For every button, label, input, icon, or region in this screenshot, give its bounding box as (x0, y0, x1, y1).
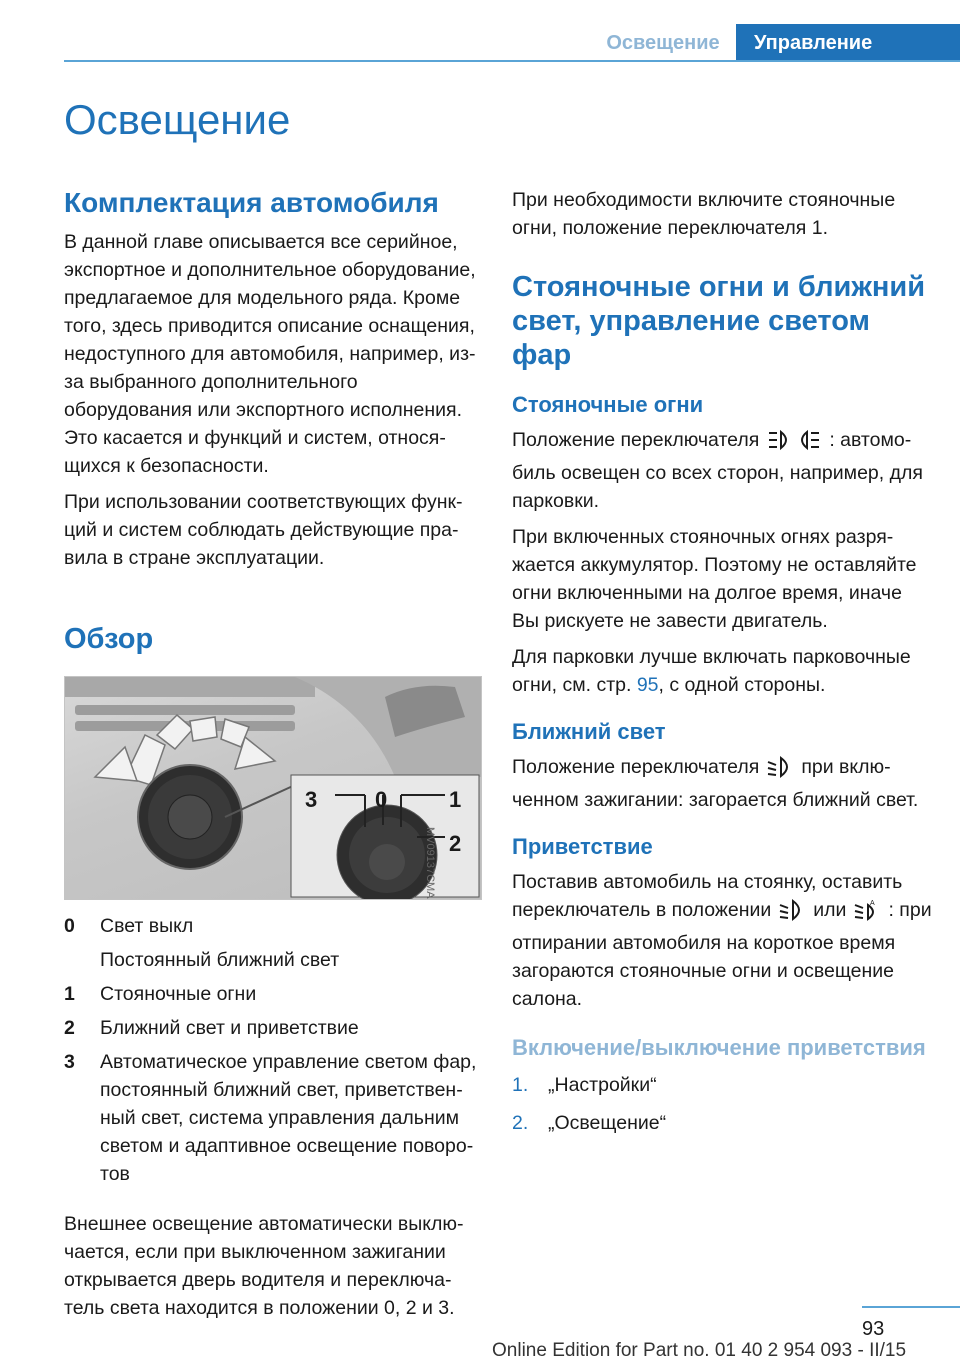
equipment-paragraph-2: При использовании соответствующих функций и систем соблюдать действующие правила в стране эксплуатации. (64, 491, 463, 569)
equipment-paragraph-1: В данной главе описывается все серийное, экспортное и дополнительное оборудование, предлагаемое для модельного ряда. Кроме того, здесь приводится описание оснащения, недоступного для автомобиля, например, из-за выбранного дополнительного оборудования или экспортного исполнения. Это касается и функций и систем, относящихся к безопасности. (64, 231, 476, 477)
callout-0: 0 (375, 787, 388, 812)
callout-2: 2 (449, 831, 462, 856)
intro-paragraph: При необходимости включите стояночные огни, положение переключателя 1. (512, 189, 896, 239)
parking-lowbeam-heading: Стояночные огни и ближний свет, управление светом фар (512, 271, 926, 371)
welcome-toggle-heading: Включение/выключение приветствия (512, 1035, 926, 1060)
legend-text: Автоматическое управление светом фар, постоянный ближний свет, приветственный свет, система управления дальним светом и адаптивное освещение поворотов (100, 1051, 477, 1185)
low-beam-heading: Ближний свет (512, 719, 666, 744)
legend-row (64, 946, 484, 974)
page-link[interactable]: 95 (636, 674, 659, 696)
legend-text: Свет выкл (100, 915, 194, 937)
right-column (512, 186, 932, 1137)
overview-heading: Обзор (64, 623, 154, 655)
welcome-or: или (813, 899, 847, 921)
parking-p1-start: Положение переключателя (512, 429, 760, 451)
list-item (512, 1109, 932, 1137)
legend-num: 3 (64, 1051, 75, 1073)
exterior-lights-paragraph: Внешнее освещение автоматически выключается, если при выключенном зажигании открывается дверь водителя и переключатель света находится в положении 0, 2 и 3. (64, 1213, 464, 1319)
callout-3: 3 (305, 787, 318, 812)
header-section-tab[interactable]: Освещение (606, 32, 720, 54)
parking-lights-heading: Стояночные огни (512, 392, 704, 417)
legend-text: Постоянный ближний свет (100, 949, 340, 971)
steps-list (512, 1071, 932, 1137)
legend-row (64, 912, 484, 940)
step-number: 1. (512, 1074, 529, 1096)
lowbeam-p-end: при включенном зажигании: загорается ближний свет. (512, 756, 919, 811)
welcome-p-start: Поставив автомобиль на стоянку, оставить переключатель в положении (512, 871, 903, 921)
dashboard-illustration (65, 677, 481, 899)
legend-text: Ближний свет и приветствие (100, 1017, 359, 1039)
parking-paragraph-3 (512, 643, 932, 699)
welcome-p-end: : при отпирании автомобиля на короткое время загораются стояночные огни и освещение салона. (512, 899, 932, 1010)
low-beam-icon (779, 899, 805, 929)
list-item (512, 1071, 932, 1099)
page-title: Освещение (64, 96, 291, 143)
legend-num (64, 946, 100, 974)
auto-light-icon (854, 899, 880, 929)
low-beam-paragraph (512, 753, 932, 814)
legend-row (64, 980, 484, 1008)
legend-text: Стояночные огни (100, 983, 257, 1005)
parking-paragraph-2: При включенных стояночных огнях разряжается аккумулятор. Поэтому не оставляйте огни включенными на долгое время, иначе Вы рискуете не завести двигатель. (512, 526, 917, 632)
welcome-paragraph (512, 868, 932, 1013)
parking-p3-end: , с одной стороны. (658, 674, 826, 696)
legend-num: 1 (64, 983, 75, 1005)
header-chapter-tab[interactable]: Управление (736, 24, 960, 62)
parking-p1-end: : автомобиль освещен со всех сторон, например, для парковки. (512, 429, 923, 512)
welcome-heading: Приветствие (512, 834, 653, 859)
step-number: 2. (512, 1112, 529, 1134)
edition-footer: Online Edition for Part no. 01 40 2 954 093 - II/15 (492, 1340, 907, 1361)
figure-code: MV09137CMA (424, 827, 436, 899)
page-number: 93 (862, 1318, 885, 1340)
left-column (64, 186, 484, 1322)
legend-row (64, 1014, 484, 1042)
legend-list (64, 912, 484, 1188)
step-text: „Настройки“ (548, 1074, 657, 1096)
parking-lights-icon (767, 429, 821, 459)
lowbeam-p-start: Положение переключателя (512, 756, 760, 778)
footer-rule (862, 1306, 960, 1308)
legend-row (64, 1048, 484, 1188)
legend-num: 0 (64, 915, 75, 937)
callout-1: 1 (449, 787, 462, 812)
step-text: „Освещение“ (548, 1112, 667, 1134)
parking-p3-start: Для парковки лучше включать парковочные огни, см. стр. (512, 646, 911, 696)
light-switch-figure (64, 676, 482, 900)
svg-text:A: A (870, 900, 876, 907)
header-rule (64, 60, 960, 62)
parking-paragraph-1 (512, 426, 932, 515)
equipment-heading: Комплектация автомобиля (64, 187, 439, 218)
low-beam-icon (767, 756, 793, 786)
legend-num: 2 (64, 1017, 75, 1039)
